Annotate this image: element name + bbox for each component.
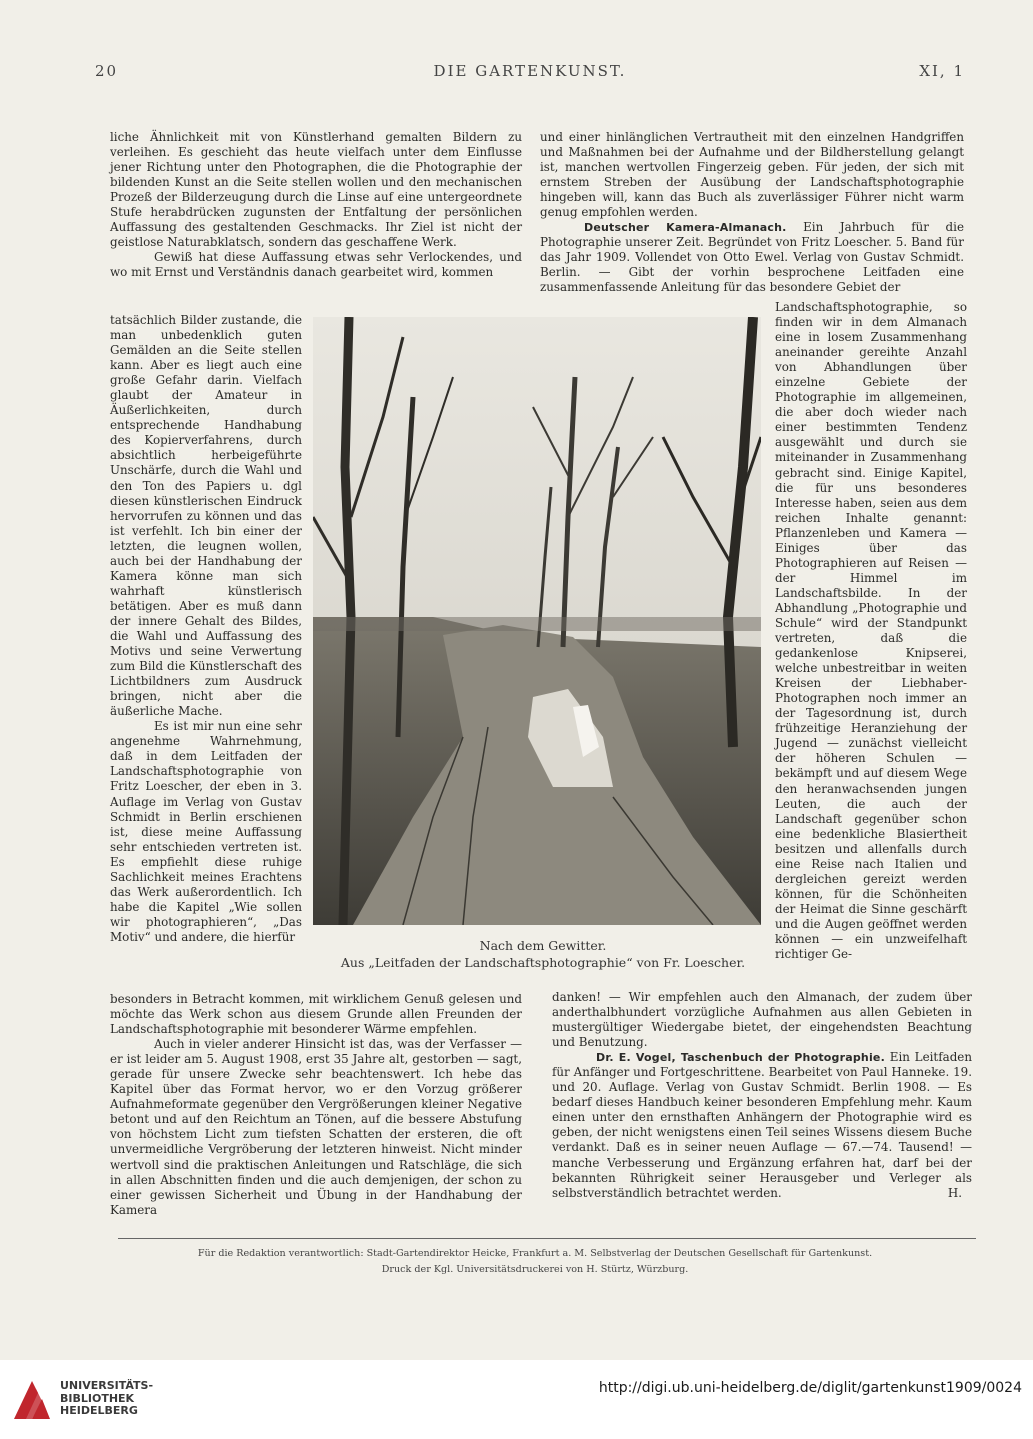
caption-title: Nach dem Gewitter. (479, 938, 607, 953)
review-taschenbuch (552, 1050, 972, 1200)
distant-woods (313, 617, 761, 631)
paragraph: liche Ähnlichkeit mit von Künstlerhand gemalten Bildern zu verleihen. Es geschieht das heute vielfach unter dem Einflusse jener Richtung unter den Photographen, die die Photographie der bildenden Kunst an die Seite stellen wollen und den mechanischen Prozeß der Bilderzeugung durch die Linse auf eine untergeordnete Stufe herabdrücken zugunsten der Entfaltung der persönlichen Auffassung des gestaltenden Geschmacks. Ihr Ziel ist nicht der geistlose Naturabklatsch, sondern das geschaffene Werk. (110, 130, 522, 250)
paragraph: Auch in vieler anderer Hinsicht ist das, was der Verfasser — er ist leider am 5. August 1908, erst 35 Jahre alt, gestorben — sagt, gerade für unsere Zwecke sehr beachtenswert. Ich hebe das Kapitel über das Format hervor, wo er den Vorzug größerer Aufnahmeformate gegenüber den Vergrößerungen kleiner Negative betont und auf den Reichtum an Tönen, auf die bessere Abstufung von höchstem Licht zum tiefsten Schatten der ersteren, die oft unvermeidliche Vergröberung der letzteren hinweist. Nicht minder wertvoll sind die praktischen Anleitungen und Ratschläge, die sich in allen Abschnitten finden und die auch demjenigen, der schon zu einer gewissen Sicherheit und Übung in der Handhabung der Kamera (110, 1037, 522, 1217)
library-name (60, 1380, 153, 1418)
right-column-wrap (775, 300, 967, 962)
permalink[interactable]: http://digi.ub.uni-heidelberg.de/diglit/gartenkunst1909/0024 (598, 1380, 1022, 1396)
journal-title: DIE GARTENKUNST. (433, 62, 627, 80)
photo-illustration (313, 317, 761, 925)
right-column-bottom (552, 990, 972, 1201)
landscape-photograph (313, 317, 761, 925)
left-column-top (110, 130, 522, 280)
paragraph: Landschaftsphotographie, so finden wir in dem Almanach eine in losem Zusammenhang aneinander gereihte Anzahl von Abhandlungen über einzelne Gebiete der Photographie im allgemeinen, die aber doch wieder nach einer bestimmten Tendenz ausgewählt und durch sie miteinander in Zusammenhang gebracht sind. Einige Kapitel, die für uns besonderes Interesse haben, seien aus dem reichen Inhalte genannt: Pflanzenleben und Kamera — Einiges über das Photographieren auf Reisen — der Himmel im Landschaftsbilde. In der Abhandlung „Photographie und Schule“ wird der Standpunkt vertreten, daß die gedankenlose Knipserei, welche unbestreitbar in weiten Kreisen der Liebhaber-Photographen noch immer an der Tagesordnung ist, durch frühzeitige Heranziehung der Jugend — zunächst vielleicht der höheren Schulen — bekämpft und auf diesem Wege den heranwachsenden jungen Leuten, die auch der Landschaft gegenüber schon eine bedenkliche Blasiertheit besitzen und allenfalls durch eine Reise nach Italien und dergleichen gereizt werden können, für die Schönheiten der Heimat die Sinne geschärft und die Augen geöffnet werden können — ein unzweifelhaft richtiger Ge- (775, 300, 967, 962)
footer-line-editor: Für die Redaktion verantwortlich: Stadt-Gartendirektor Heicke, Frankfurt a. M. Selbstverlag der Deutschen Gesellschaft für Gartenkunst. (197, 1248, 873, 1259)
paragraph: tatsächlich Bilder zustande, die man unbedenklich guten Gemälden an die Seite stellen kann. Aber es liegt auch eine große Gefahr darin. Vielfach glaubt der Amateur in Äußerlichkeiten, durch entsprechende Handhabung des Kopierverfahrens, durch absichtlich herbeigeführte Unschärfe, durch die Wahl und den Ton des Papiers u. dgl diesen künstlerischen Eindruck hervorrufen zu können und das ist verfehlt. Ich bin einer der letzten, die leugnen wollen, auch bei der Handhabung der Kamera könne man sich wahrhaft künstlerisch betätigen. Aber es muß dann der innere Gehalt des Bildes, die Wahl und Auffassung des Motivs und seine Verwertung zum Bild die Künstlerschaft des Lichtbildners zum Ausdruck bringen, nicht aber die äußerliche Mache. (110, 313, 302, 719)
review-heading: Deutscher Kamera-Almanach. (584, 221, 787, 235)
author-signature: H. (947, 1185, 962, 1200)
footer-divider (118, 1238, 976, 1239)
left-column-bottom (110, 992, 522, 1218)
left-column-wrap (110, 313, 302, 945)
review-heading: Dr. E. Vogel, Taschenbuch der Photographie. (596, 1051, 885, 1065)
caption-source: Aus „Leitfaden der Landschaftsphotographie“ von Fr. Loescher. (340, 955, 746, 970)
right-column-top (540, 130, 964, 296)
paragraph: besonders in Betracht kommen, mit wirklichem Genuß gelesen und möchte das Werk schon aus diesem Grunde allen Freunden der Landschaftsphotographie mit besonderer Wärme empfehlen. (110, 992, 522, 1037)
review-text: Ein Leitfaden für Anfänger und Fortgeschrittene. Bearbeitet von Paul Hanneke. 19. und 20. Auflage. Verlag von Gustav Schmidt. Berlin 1908. — Es bedarf dieses Handbuch keiner besonderen Empfehlung mehr. Kaum einen unter den ernsthaften Anhängern der Photographie wird es geben, der nicht wenigstens einen Teil seines Wissens diesem Buche verdankt. Daß es in seiner neuen Auflage — 67.—74. Tausend! — manche Verbesserung und Ergänzung erfahren hat, darf bei der bekannten Rührigkeit seiner Herausgeber und Verleger als selbstverständlich betrachtet werden. (552, 1050, 972, 1200)
page-number: 20 (95, 62, 119, 80)
digitization-bar (0, 1360, 1033, 1439)
photo-caption (313, 937, 773, 971)
volume-issue: XI, 1 (919, 62, 965, 80)
footer-line-printer: Druck der Kgl. Universitätsdruckerei von H. Stürtz, Würzburg. (381, 1264, 689, 1275)
library-line: HEIDELBERG (60, 1404, 138, 1417)
paragraph: danken! — Wir empfehlen auch den Almanach, der zudem über anderthalbhundert vorzügliche Aufnahmen aus allen Gebieten in mustergültiger Wiedergabe bietet, der eingehendsten Beachtung und Benutzung. (552, 990, 972, 1050)
paragraph: Es ist mir nun eine sehr angenehme Wahrnehmung, daß in dem Leitfaden der Landschaftsphotographie von Fritz Loescher, der eben in 3. Auflage im Verlag von Gustav Schmidt in Berlin erschienen ist, diese meine Auffassung sehr entschieden vertreten ist. Es empfiehlt diese ruhige Sachlichkeit meines Erachtens das Werk außerordentlich. Ich habe die Kapitel „Wie sollen wir photographieren“, „Das Motiv“ und andere, die hierfür (110, 719, 302, 944)
library-line: UNIVERSITÄTS- (60, 1379, 154, 1392)
library-logo-icon (12, 1375, 52, 1421)
running-header (95, 62, 965, 88)
review-kamera-almanach (540, 220, 964, 295)
library-line: BIBLIOTHEK (60, 1391, 135, 1405)
paragraph: und einer hinlänglichen Vertrautheit mit den einzelnen Handgriffen und Maßnahmen bei der Aufnahme und der Bildherstellung gelangt ist, manchen wertvollen Fingerzeig geben. Für jeden, der sich mit ernstem Streben der Ausübung der Landschaftsphotographie hingeben will, kann das Buch als zuverlässiger Führer nicht warm genug empfohlen werden. (540, 130, 964, 220)
paragraph: Gewiß hat diese Auffassung etwas sehr Verlockendes, und wo mit Ernst und Verständnis danach gearbeitet wird, kommen (110, 250, 522, 280)
review-text: Ein Jahrbuch für die Photographie unserer Zeit. Begründet von Fritz Loescher. 5. Band für das Jahr 1909. Vollendet von Otto Ewel. Verlag von Gustav Schmidt. Berlin. — Gibt der vorhin besprochene Leitfaden eine zusammenfassende Anleitung für das besondere Gebiet der (540, 220, 964, 295)
